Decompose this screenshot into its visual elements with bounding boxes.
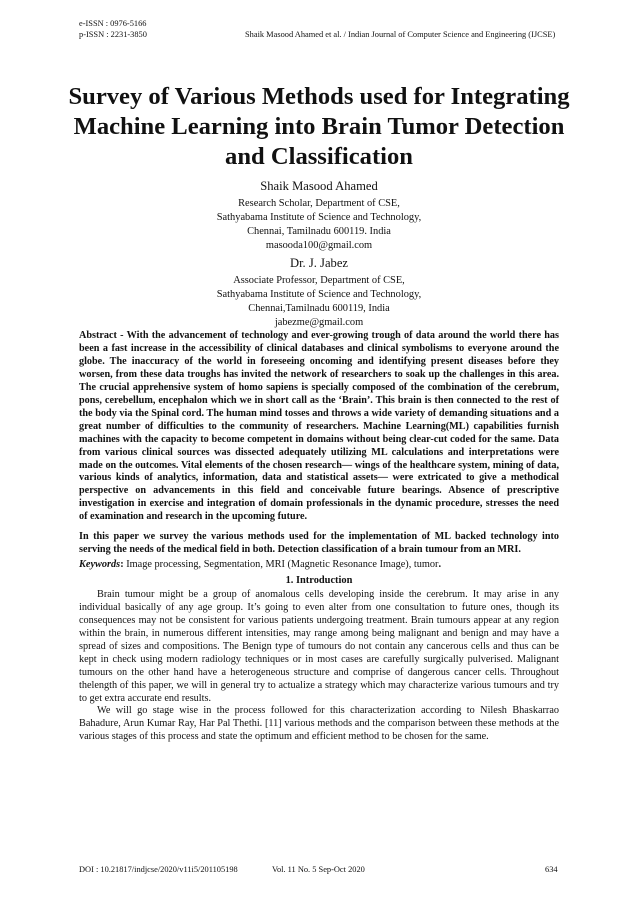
page-number: 634 [545,865,558,874]
pissn: p-ISSN : 2231-3850 [79,30,147,39]
eissn: e-ISSN : 0976-5166 [79,19,147,28]
intro-paragraph-2: We will go stage wise in the process followed for this characterization according to Nilesh Bhaskarrao Bahadure, Arun Kumar Ray, Har Pal Thethi. [11] various methods and the comparison between these methods at the various stages of this process and state the optimum and efficient method to be chosen for the same. [79,705,559,742]
author-1 [79,178,559,253]
issn-block [79,18,147,40]
section-heading: 1. Introduction [285,575,353,586]
abstract-paragraph-2: In this paper we survey the various methods used for the implementation of ML backed technology into serving the needs of the medical field in both. Detection classification of a brain tumour from an MRI. [79,531,559,555]
author-affiliation: Associate Professor, Department of CSE, [233,275,405,286]
author-name: Shaik Masood Ahamed [260,179,378,193]
intro-paragraph-1: Brain tumour might be a group of anomalous cells developing inside the cerebrum. It may arise in any individual basically of any age group. It’s going to even alter from one consultation to future ones, though its consequences may not be consistent for various patients undergoing treatment. Brain tumours appear at any region within the brain, in numerous different intensities, may range among being malignant and benign and may have a spread of sizes and compositions. The Benign type of tumours do not contain any cancerous cells and thus can be kept in check using modern radiology techniques or in most cases are carefully surgically pulverised. Malignant tumours on the other hand have a heterogeneous structure and comprise of dangerous cancer cells. Throughout thelength of this paper, we will in general try to actualize a strategy which may characterize various tumours and try to get extra accurate end results. [79,589,559,704]
author-affiliation: Chennai, Tamilnadu 600119. India [247,226,391,237]
running-head: Shaik Masood Ahamed et al. / Indian Journal of Computer Science and Engineering (IJCSE) [245,30,556,39]
author-affiliation: Research Scholar, Department of CSE, [238,198,400,209]
author-email: jabezme@gmail.com [274,317,364,328]
author-2 [79,255,559,330]
keywords-label: Keywords [79,559,121,570]
author-affiliation: Sathyabama Institute of Science and Technology, [216,289,422,300]
footer-doi: DOI : 10.21817/indjcse/2020/v11i5/201105198 [79,865,238,874]
keywords-text: Image processing, Segmentation, MRI (Magnetic Resonance Image), tumor [126,559,439,570]
footer-volume: Vol. 11 No. 5 Sep-Oct 2020 [272,865,365,874]
paper-title: Survey of Various Methods used for Integrating Machine Learning into Brain Tumor Detection and Classification [68,83,570,170]
author-affiliation: Sathyabama Institute of Science and Technology, [216,212,422,223]
abstract-paragraph-1: Abstract - With the advancement of technology and ever-growing trough of data around the world there has been a fast increase in the accessibility of clinical databases and clinical symbolisms to everyone around the globe. The inaccuracy of the world in foreseeing oncoming and identifying present diseases before they worsen, from these data troughs has invited the network of researchers to soak up the challenges in this area. The crucial apprehensive system of homo sapiens is specially composed of the combination of the cerebrum, pons, cerebellum, encephalon which we in short call as the ‘Brain’. This brain is then connected to the rest of the body via the Spinal cord. The human mind tosses and throws a wide variety of demanding situations and a great number of difficulties to the community of researchers. Machine Learning(ML) capabilities furnish machines with the capacity to become competent in domains without being clear-cut coded for the same. Data from various clinical sources was dissected adequately utilizing ML calculations and interpretations were made on the outcomes. Vital elements of the chosen research— wings of the healthcare system, mining of data, various kinds of analytics, information, data and statistical assets— were extricated to give a methodical perspective on advancements in this field and conceivable future bearings. Absence of prescriptive investigation in exercise and integration of domain professionals in the dynamic procedure, stresses the need of examination and research in the upcoming future. [79,330,559,523]
author-email: masooda100@gmail.com [265,240,373,251]
keywords: Keywords: Image processing, Segmentation, MRI (Magnetic Resonance Image), tumor. [79,559,442,570]
author-name: Dr. J. Jabez [289,256,349,270]
author-affiliation: Chennai,Tamilnadu 600119, India [248,303,390,314]
